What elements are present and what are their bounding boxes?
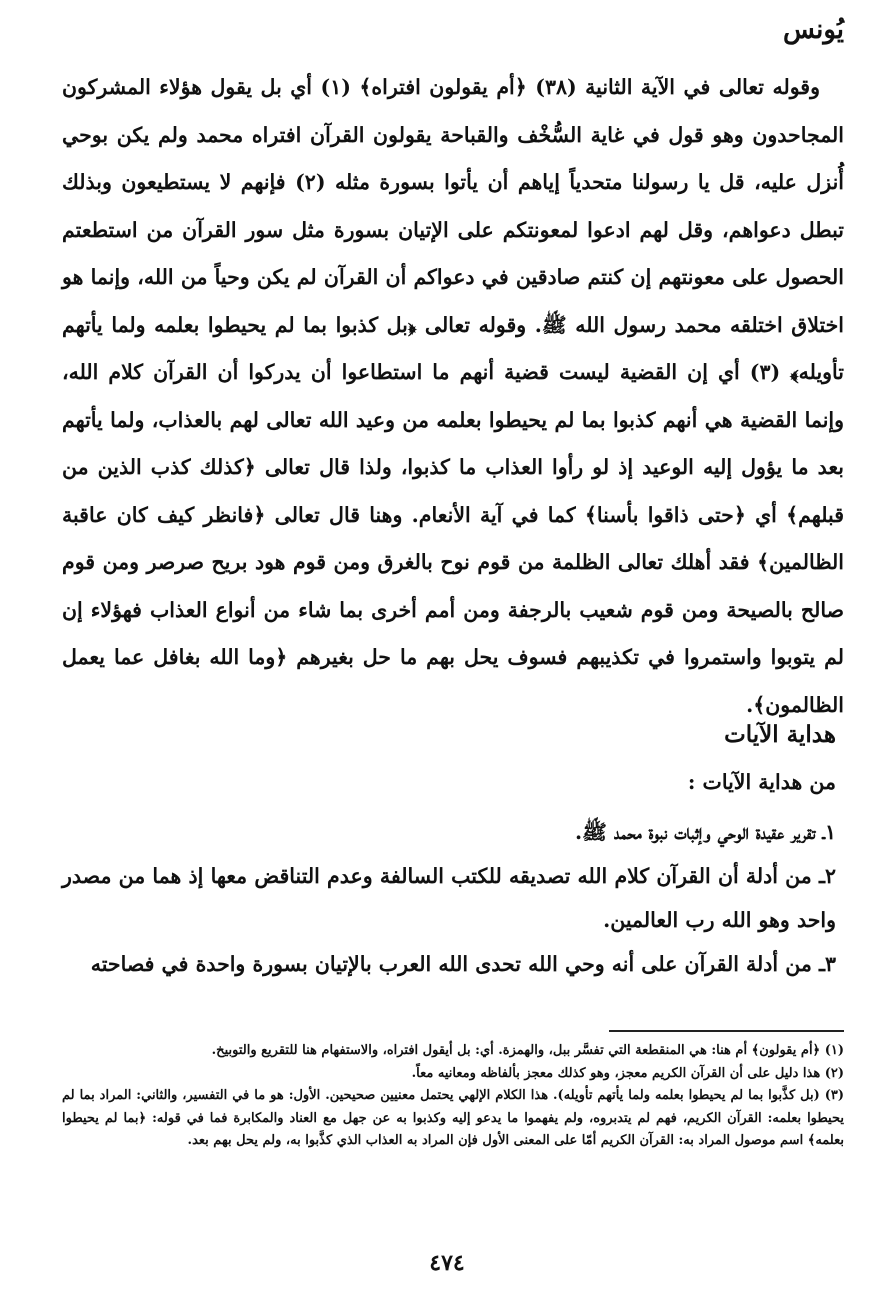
footnote-3: (٣) (بل كذَّبوا بما لم يحيطوا بعلمه ولما يأتهم تأويله). هذا الكلام الإلهي يحتمل معنيين صحيحين. الأول: هو ما في التفسير، والثاني: المراد بما لم يحيطوا بعلمه: القرآن الكريم، فهم لم يتدبروه، ولم يفهموا ما يدعو إليه وكذبوا به عن جهل مع العناد والمكابرة فما في قوله: ﴿بما لم يحيطوا بعلمه﴾ اسم موصول المراد به: القرآن الكريم أمّا على المعنى الأول فإن المراد به العذاب الذي كذَّبوا به، ولم يحل بهم بعد. (62, 1088, 844, 1148)
guidance-points-list (62, 810, 836, 986)
guidance-intro: من هداية الآيات : (687, 770, 836, 794)
commentary-paragraph: وقوله تعالى في الآية الثانية (٣٨) ﴿أم يقولون افتراه﴾ (١) أي بل يقول هؤلاء المشركون المجاحدون وهو قول في غاية السُّخْف والقباحة يقولون القرآن افتراه محمد ولم يكن بوحي أُنزل عليه، قل يا رسولنا متحدياً إياهم أن يأتوا بسورة مثله (٢) فإنهم لا يستطيعون وبذلك تبطل دعواهم، وقل لهم ادعوا لمعونتكم على الإتيان بسورة مثل سور القرآن من استطعتم الحصول على معونتهم إن كنتم صادقين في دعواكم أن القرآن لم يكن وحياً من الله، وإنما هو اختلاق اختلقه محمد رسول الله ﷺ. وقوله تعالى ﴿بل كذبوا بما لم يحيطوا بعلمه ولما يأتهم تأويله﴾ (٣) أي إن القضية ليست قضية أنهم ما استطاعوا أن يدركوا أن القرآن كلام الله، وإنما القضية هي أنهم كذبوا بما لم يحيطوا بعلمه من وعيد الله تعالى لهم بالعذاب، ولما يأتهم بعد ما يؤول إليه الوعيد إذ لو رأوا العذاب ما كذبوا، ولذا قال تعالى ﴿كذلك كذب الذين من قبلهم﴾ أي ﴿حتى ذاقوا بأسنا﴾ كما في آية الأنعام. وهنا قال تعالى ﴿فانظر كيف كان عاقبة الظالمين﴾ فقد أهلك تعالى الظلمة من قوم نوح بالغرق ومن قوم هود بريح صرصر ومن قوم صالح بالصيحة ومن قوم شعيب بالرجفة ومن أمم أخرى بما شاء من أنواع العذاب فهؤلاء إن لم يتوبوا واستمروا في تكذيبهم فسوف يحل بهم ما حل بغيرهم ﴿وما الله بغافل عما يعمل الظالمون﴾. (62, 75, 844, 717)
footnote-2: (٢) هذا دليل على أن القرآن الكريم معجز، وهو كذلك معجز بألفاظه ومعانيه معاً. (411, 1065, 844, 1081)
surah-title: يُونس (782, 15, 844, 45)
commentary-body (62, 64, 844, 729)
footnote-divider (609, 1030, 844, 1032)
guidance-heading: هداية الآيات (724, 721, 836, 748)
guidance-point-1: ١ـ تقرير عقيدة الوحي وإثبات نبوة محمد ﷺ. (574, 820, 836, 844)
guidance-point-3: ٣ـ من أدلة القرآن على أنه وحي الله تحدى الله العرب بالإتيان بسورة واحدة في فصاحته (90, 952, 836, 976)
page-number: ٤٧٤ (429, 1250, 465, 1276)
guidance-point-2: ٢ـ من أدلة أن القرآن كلام الله تصديقه للكتب السالفة وعدم التناقض معها إذ هما من مصدر واحد وهو الله رب العالمين. (62, 864, 836, 932)
footnotes-section (62, 1040, 844, 1153)
footnote-1: (١) ﴿أم يقولون﴾ أم هنا: هي المنقطعة التي تفسَّر ببل، والهمزة. أي: بل أيقول افتراه، والاستفهام هنا للتقريع والتوبيخ. (211, 1043, 844, 1058)
